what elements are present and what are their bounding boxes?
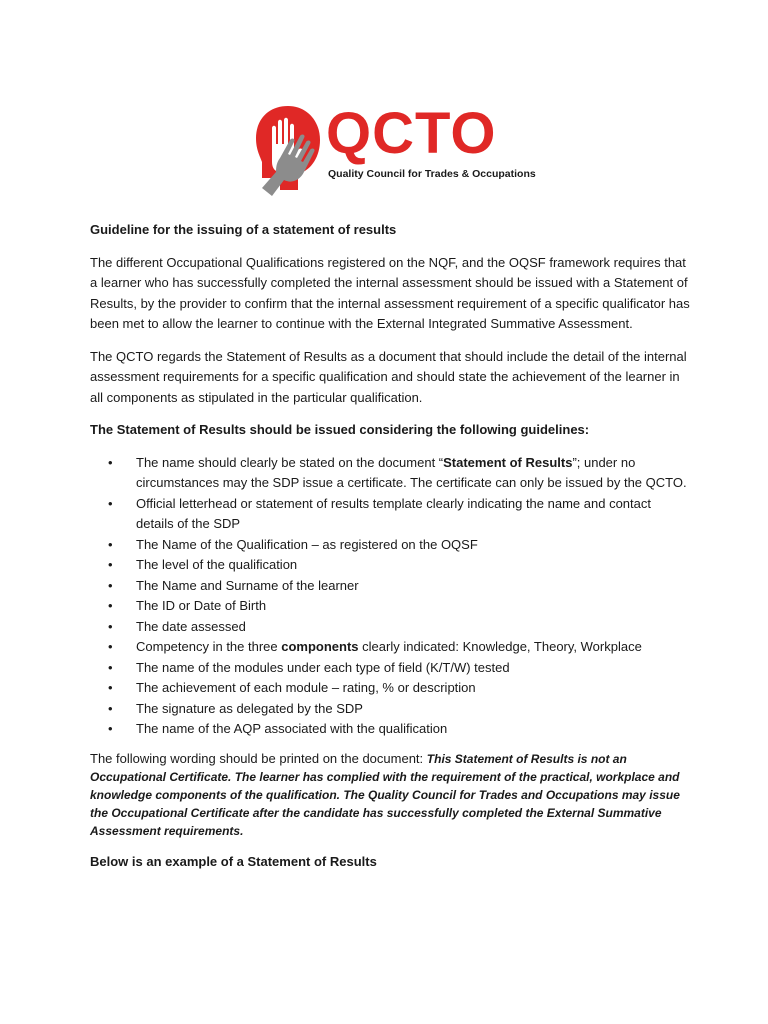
list-item: • Official letterhead or statement of results template clearly indicating the name and contact details of the SDP bbox=[108, 495, 651, 531]
list-item: • The signature as delegated by the SDP bbox=[90, 699, 690, 720]
list-item: • The ID or Date of Birth bbox=[90, 596, 690, 617]
bullet-icon: • bbox=[108, 618, 113, 634]
bullet-icon: • bbox=[108, 495, 113, 511]
bullet-icon: • bbox=[108, 659, 113, 675]
bullet-icon: • bbox=[108, 577, 113, 593]
list-item: • Competency in the three components clearly indicated: Knowledge, Theory, Workplace bbox=[90, 637, 690, 658]
document-body bbox=[90, 220, 690, 884]
head-hand-icon bbox=[250, 100, 326, 200]
document-title: Guideline for the issuing of a statement of results bbox=[90, 222, 397, 237]
list-item: • The Name of the Qualification – as registered on the OQSF bbox=[90, 535, 690, 556]
logo-wordmark: QCTO bbox=[326, 101, 497, 166]
bullet-icon: • bbox=[108, 598, 113, 613]
bullet-icon: • bbox=[108, 639, 113, 654]
example-heading: Below is an example of a Statement of Results bbox=[90, 853, 377, 869]
list-item: • The name of the AQP associated with the qualification bbox=[90, 719, 690, 740]
qcto-logo bbox=[250, 100, 536, 200]
list-item: • The name should clearly be stated on the document “Statement of Results”; under no circumstances may the SDP issue a certificate. The certificate can only be issued by the QCTO. bbox=[108, 454, 687, 490]
bullet-icon: • bbox=[108, 536, 113, 552]
bullet-icon: • bbox=[108, 700, 113, 716]
guidelines-heading: The Statement of Results should be issued considering the following guidelines: bbox=[90, 422, 590, 437]
logo-subtitle: Quality Council for Trades & Occupations bbox=[328, 168, 536, 180]
paragraph-intro: The different Occupational Qualifications registered on the NQF, and the OQSF framework requires that a learner who has successfully completed the internal assessment should be issued with a Statement of Results, by the provider to confirm that the internal assessment requirement of a specific qualificator has been met to allow the learner to continue with the External Integrated Summative Assessment. bbox=[90, 254, 690, 331]
guidelines-list bbox=[90, 453, 690, 740]
list-item: • The name of the modules under each type of field (K/T/W) tested bbox=[90, 658, 690, 679]
list-item: • The achievement of each module – rating, % or description bbox=[90, 678, 690, 699]
required-wording: The following wording should be printed on the document: This Statement of Results is not an Occupational Certificate. The learner has complied with the requirement of the practical, workplace and knowledge components of the qualification. The Quality Council for Trades and Occupations may issue the Occupational Certificate after the candidate has successfully completed the External Summative Assessment requirements. bbox=[90, 750, 680, 838]
bullet-icon: • bbox=[108, 680, 113, 695]
list-item: • The date assessed bbox=[90, 617, 690, 638]
disclaimer-text: This Statement of Results is not an Occupational Certificate. The learner has complied with the requirement of the practical, workplace and knowledge components of the qualification. The Quality Council for Trades and Occupations may issue the Occupational Certificate after the candidate has successfully completed the External Summative Assessment requirements. bbox=[90, 751, 680, 838]
list-item: • The level of the qualification bbox=[90, 555, 690, 576]
bullet-icon: • bbox=[108, 721, 113, 736]
bullet-icon: • bbox=[108, 454, 113, 470]
paragraph-definition: The QCTO regards the Statement of Results as a document that should include the detail of the internal assessment requirements for a specific qualification and should state the achievement of the learner in all components as stipulated in the particular qualification. bbox=[90, 348, 687, 405]
list-item: • The Name and Surname of the learner bbox=[90, 576, 690, 597]
bullet-icon: • bbox=[108, 557, 113, 572]
